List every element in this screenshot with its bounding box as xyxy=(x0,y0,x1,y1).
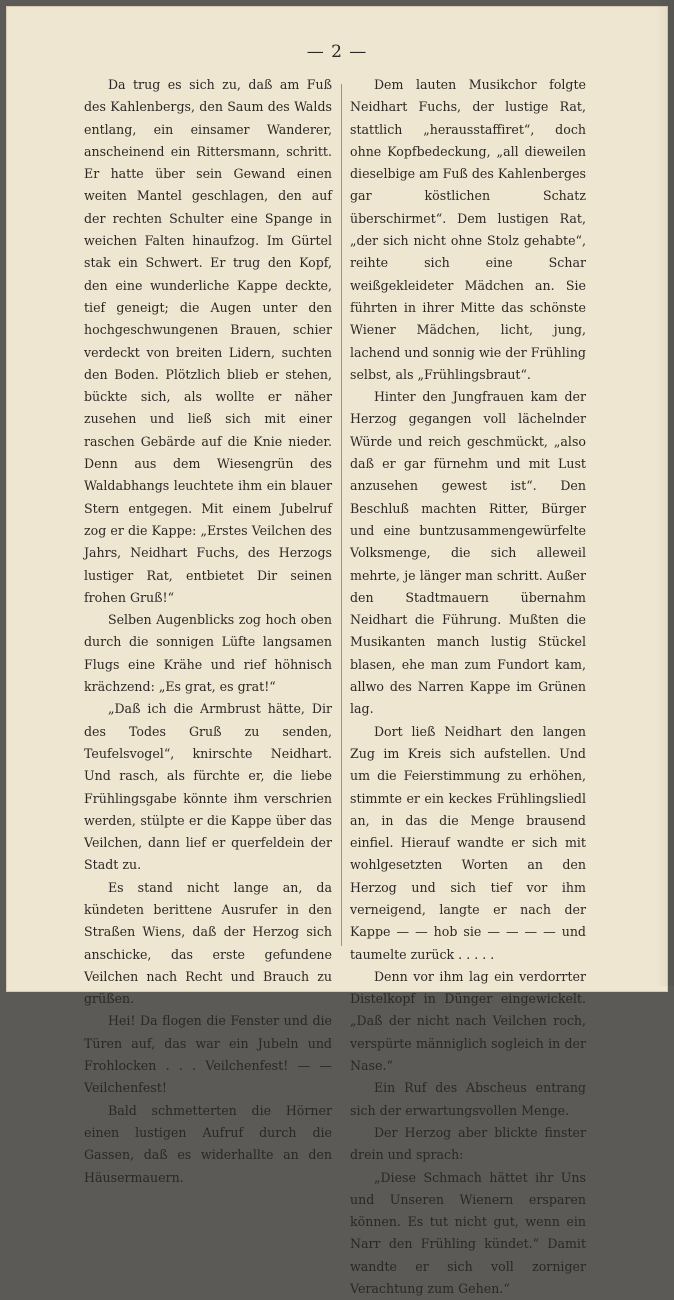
left-column xyxy=(84,74,332,1189)
paragraph: Bald schmetterten die Hörner einen lustigen Aufruf durch die Gassen, daß es widerhallte an den Häusermauern. xyxy=(84,1102,332,1185)
paragraph: Dort ließ Neidhart den langen Zug im Kreis sich aufstellen. Und um die Feierstimmung zu erhöhen, stimmte er ein keckes Frühlingsliedl an, in das die Menge brausend einfiel. Hierauf wandte er sich mit wohlgesetzten Worten an den Herzog und sich tief vor ihm verneigend, langte er nach der Kappe — — hob sie — — — — und taumelte zurück . . . . . xyxy=(350,723,586,962)
paragraph: Der Herzog aber blickte finster drein und sprach: xyxy=(350,1124,586,1163)
column-divider xyxy=(341,84,342,946)
paragraph: Da trug es sich zu, daß am Fuß des Kahlenbergs, den Saum des Walds entlang, ein einsamer Wanderer, anscheinend ein Rittersmann, schritt. Er hatte über sein Gewand einen weiten Mantel geschlagen, den auf der rechten Schulter eine Spange in weichen Falten hinaufzog. Im Gürtel stak ein Schwert. Er trug den Kopf, den eine wunderliche Kappe deckte, tief geneigt; die Augen unter den hochgeschwungenen Brauen, schier verdeckt von breiten Lidern, suchten den Boden. Plötzlich blieb er stehen, bückte sich, als wollte er näher zusehen und ließ sich mit einer raschen Gebärde auf die Knie nieder. Denn aus dem Wiesengrün des Waldabhangs leuchtete ihm ein blauer Stern entgegen. Mit einem Jubelruf zog er die Kappe: „Erstes Veilchen des Jahrs, Neidhart Fuchs, des Herzogs lustiger Rat, entbietet Dir seinen frohen Gruß!“ xyxy=(84,77,332,605)
right-column xyxy=(350,74,586,1300)
paragraph: Es stand nicht lange an, da kündeten berittene Ausrufer in den Straßen Wiens, daß der Herzog sich anschicke, das erste gefundene Veilchen nach Recht und Brauch zu grüßen. xyxy=(84,879,332,1007)
page-number: — 2 — xyxy=(306,42,368,62)
paragraph: Selben Augenblicks zog hoch oben durch die sonnigen Lüfte langsamen Flugs eine Krähe und rief höhnisch krächzend: „Es grat, es grat!“ xyxy=(84,612,332,695)
paragraph: Hei! Da flogen die Fenster und die Türen auf, das war ein Jubeln und Frohlocken . . . Veilchenfest! — — Veilchenfest! xyxy=(84,1013,332,1096)
paragraph: Denn vor ihm lag ein verdorrter Distelkopf in Dünger eingewickelt. „Daß der nicht nach Veilchen roch, verspürte männiglich sogleich in der Nase.“ xyxy=(350,968,586,1074)
paragraph: Ein Ruf des Abscheus entrang sich der erwartungsvollen Menge. xyxy=(350,1080,586,1118)
paragraph: Dem lauten Musikchor folgte Neidhart Fuchs, der lustige Rat, stattlich „herausstaffiret“, doch ohne Kopfbedeckung, „all dieweilen dieselbige am Fuß des Kahlenberges gar köstlichen Schatz überschirmet“. Dem lustigen Rat, „der sich nicht ohne Stolz gehabte“, reihte sich eine Schar weißgekleideter Mädchen an. Sie führten in ihrer Mitte das schönste Wiener Mädchen, licht, jung, lachend und sonnig wie der Frühling selbst, als „Frühlingsbraut“. xyxy=(350,77,586,382)
paragraph: Hinter den Jungfrauen kam der Herzog gegangen voll lächelnder Würde und reich geschmückt, „also daß er gar fürnehm und mit Lust anzusehen gewest ist“. Den Beschluß machten Ritter, Bürger und eine buntzusammengewürfelte Volksmenge, die sich alleweil mehrte, je länger man schritt. Außer den Stadtmauern übernahm Neidhart die Führung. Mußten die Musikanten manch lustig Stückel blasen, ehe man zum Fundort kam, allwo des Narren Kappe im Grünen lag. xyxy=(350,389,586,717)
paragraph: „Daß ich die Armbrust hätte, Dir des Todes Gruß zu senden, Teufelsvogel“, knirschte Neidhart. Und rasch, als fürchte er, die liebe Frühlingsgabe könnte ihm verschrien werden, stülpte er die Kappe über das Veilchen, dann lief er querfeldein der Stadt zu. xyxy=(84,701,332,873)
paragraph: „Diese Schmach hättet ihr Uns und Unseren Wienern ersparen können. Es tut nicht gut, wenn ein Narr den Frühling kündet.“ Damit wandte er sich voll zorniger Verachtung zum Gehen.“ xyxy=(350,1169,586,1297)
page-fold-shadow xyxy=(656,0,674,986)
